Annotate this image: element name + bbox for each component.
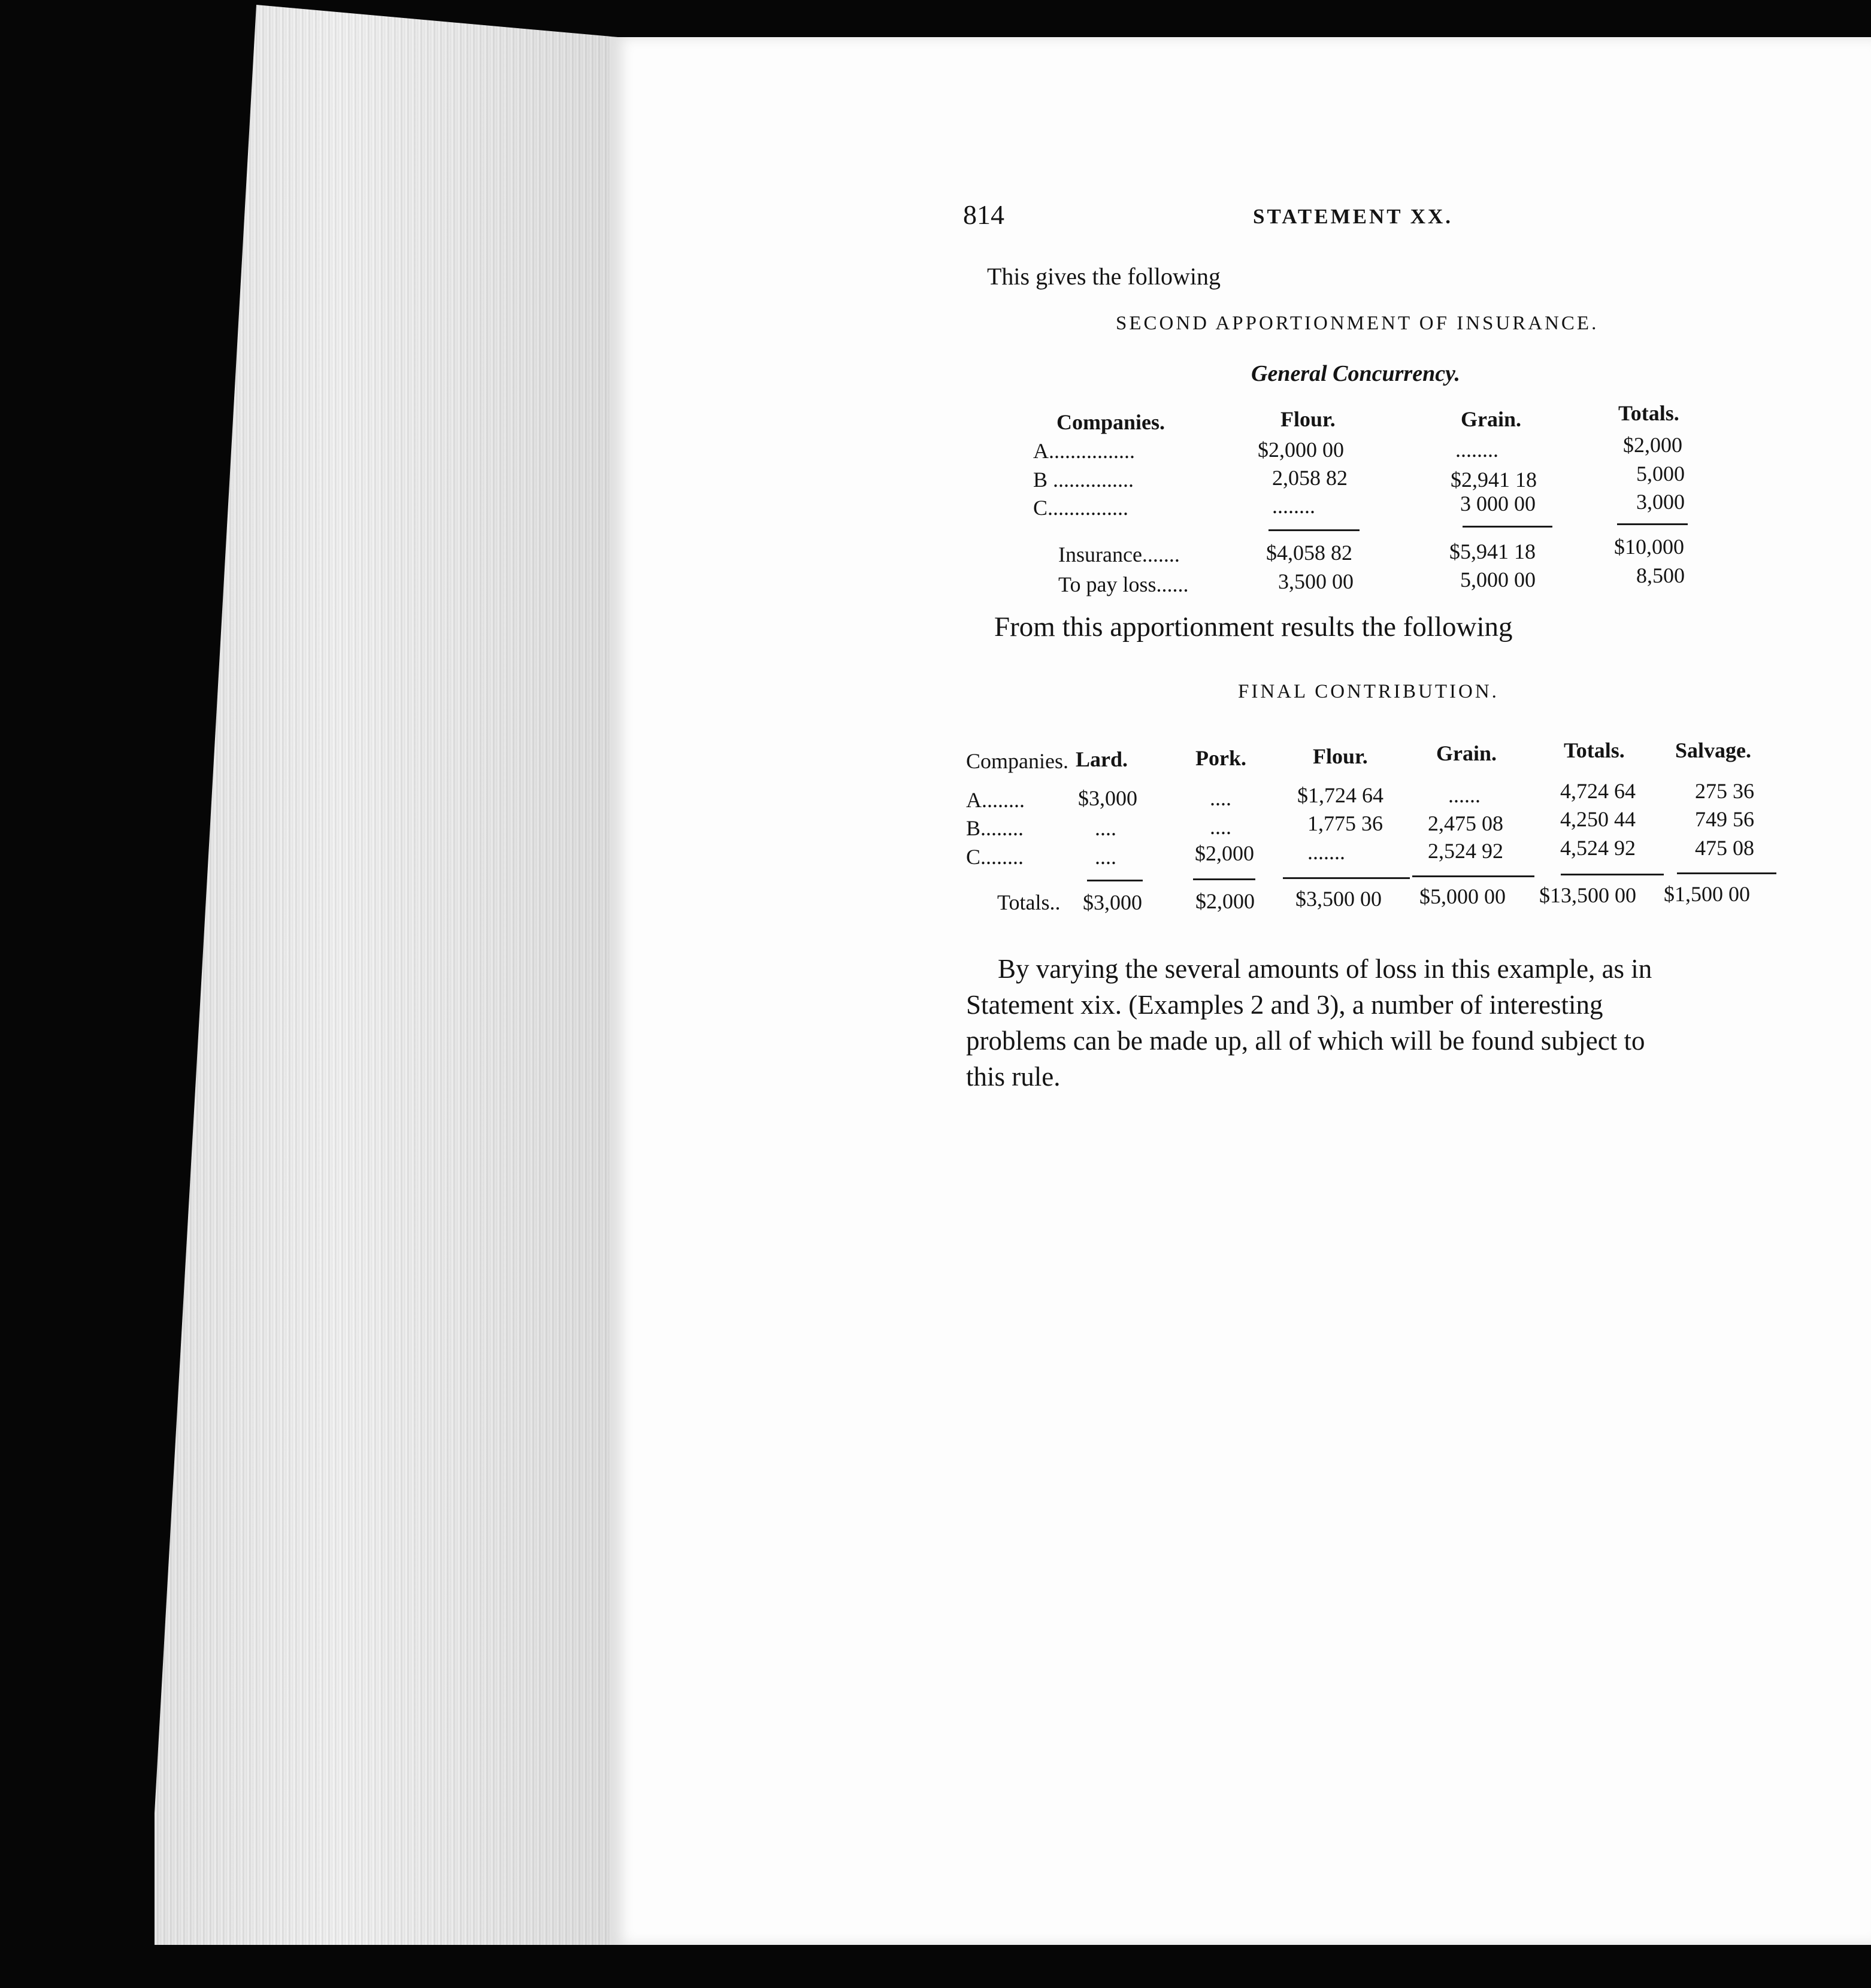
flour-cell: $4,058 82	[1266, 541, 1352, 565]
lard-cell: $3,000	[1078, 786, 1137, 810]
column-header-totals: Totals.	[1618, 401, 1679, 425]
row-label: A................	[1033, 439, 1135, 463]
intro-text: This gives the following	[987, 263, 1221, 290]
grain-sum-rule	[1463, 526, 1552, 528]
paragraph-line: Statement xix. (Examples 2 and 3), a number of interesting	[966, 990, 1603, 1020]
pork-cell: $2,000	[1195, 841, 1254, 865]
total-cell: 4,724 64	[1560, 779, 1636, 803]
total-cell: 3,000	[1636, 490, 1685, 514]
total-cell: 5,000	[1636, 462, 1685, 486]
pork-cell: ....	[1210, 786, 1231, 810]
row-label: C...............	[1033, 496, 1129, 520]
salvage-total: $1,500 00	[1664, 882, 1750, 906]
general-concurrency-subtitle: General Concurrency.	[1251, 361, 1461, 386]
flour-total: $3,500 00	[1295, 887, 1382, 911]
page-number: 814	[963, 199, 1004, 230]
column-header-pork: Pork.	[1195, 746, 1246, 770]
grain-cell: 3 000 00	[1460, 492, 1536, 516]
grain-cell: 5,000 00	[1460, 568, 1536, 592]
grain-sum-rule	[1412, 875, 1534, 877]
row-label: B........	[966, 816, 1024, 840]
pork-sum-rule	[1193, 878, 1255, 880]
second-apportionment-title: SECOND APPORTIONMENT OF INSURANCE.	[1116, 313, 1599, 334]
grain-cell: $2,941 18	[1451, 468, 1537, 492]
lard-total: $3,000	[1083, 890, 1142, 914]
totals-sum-rule	[1617, 523, 1688, 525]
total-cell: $10,000	[1614, 535, 1684, 559]
column-header-flour: Flour.	[1313, 744, 1368, 768]
paragraph-line: problems can be made up, all of which will be found subject to	[966, 1026, 1645, 1056]
pork-cell: ....	[1210, 815, 1231, 839]
grain-cell: ........	[1455, 438, 1498, 462]
salvage-sum-rule	[1677, 872, 1776, 874]
row-label: A........	[966, 788, 1025, 812]
salvage-cell: 475 08	[1695, 836, 1754, 860]
running-head: STATEMENT XX.	[1253, 205, 1453, 228]
paragraph-line: By varying the several amounts of loss in this example, as in	[998, 954, 1652, 984]
lard-cell: ....	[1095, 845, 1116, 869]
flour-sum-rule	[1268, 529, 1360, 531]
column-header-grain: Grain.	[1436, 741, 1497, 765]
salvage-cell: 275 36	[1695, 779, 1754, 803]
grand-total: $13,500 00	[1539, 883, 1636, 907]
total-cell: 4,524 92	[1560, 836, 1636, 860]
flour-cell: $1,724 64	[1297, 783, 1383, 807]
paragraph-line: this rule.	[966, 1062, 1061, 1092]
column-header-companies: Companies.	[966, 749, 1068, 773]
flour-cell: ........	[1272, 494, 1315, 518]
total-cell: $2,000	[1623, 433, 1682, 457]
flour-cell: 2,058 82	[1272, 466, 1348, 490]
grain-cell: $5,941 18	[1449, 540, 1536, 563]
lard-cell: ....	[1095, 816, 1116, 840]
column-header-salvage: Salvage.	[1675, 738, 1752, 762]
totals-row-label: Totals..	[997, 890, 1061, 914]
column-header-grain: Grain.	[1461, 407, 1522, 431]
summary-label: Insurance.......	[1058, 543, 1180, 566]
column-header-lard: Lard.	[1076, 747, 1128, 771]
flour-cell: 1,775 36	[1307, 811, 1383, 835]
total-cell: 4,250 44	[1560, 807, 1636, 831]
total-cell: 8,500	[1636, 563, 1685, 587]
pork-total: $2,000	[1195, 889, 1255, 913]
book-page-edges	[155, 5, 625, 1945]
column-header-companies: Companies.	[1056, 410, 1165, 434]
flour-cell: .......	[1307, 840, 1345, 864]
flour-cell: 3,500 00	[1278, 569, 1354, 593]
grain-total: $5,000 00	[1419, 884, 1506, 908]
row-label: C........	[966, 845, 1024, 869]
row-label: B ...............	[1033, 468, 1134, 492]
final-contribution-title: FINAL CONTRIBUTION.	[1238, 681, 1499, 702]
salvage-cell: 749 56	[1695, 807, 1754, 831]
flour-sum-rule	[1283, 877, 1410, 879]
column-header-totals: Totals.	[1564, 738, 1625, 762]
summary-label: To pay loss......	[1058, 572, 1189, 596]
transition-text: From this apportionment results the following	[994, 611, 1513, 643]
grain-cell: 2,475 08	[1428, 811, 1503, 835]
flour-cell: $2,000 00	[1258, 438, 1344, 462]
grain-cell: 2,524 92	[1428, 839, 1503, 863]
lard-sum-rule	[1087, 880, 1143, 881]
grain-cell: ......	[1448, 783, 1481, 807]
column-header-flour: Flour.	[1280, 407, 1336, 431]
book-page	[611, 37, 1871, 1945]
totals-sum-rule	[1561, 874, 1664, 875]
